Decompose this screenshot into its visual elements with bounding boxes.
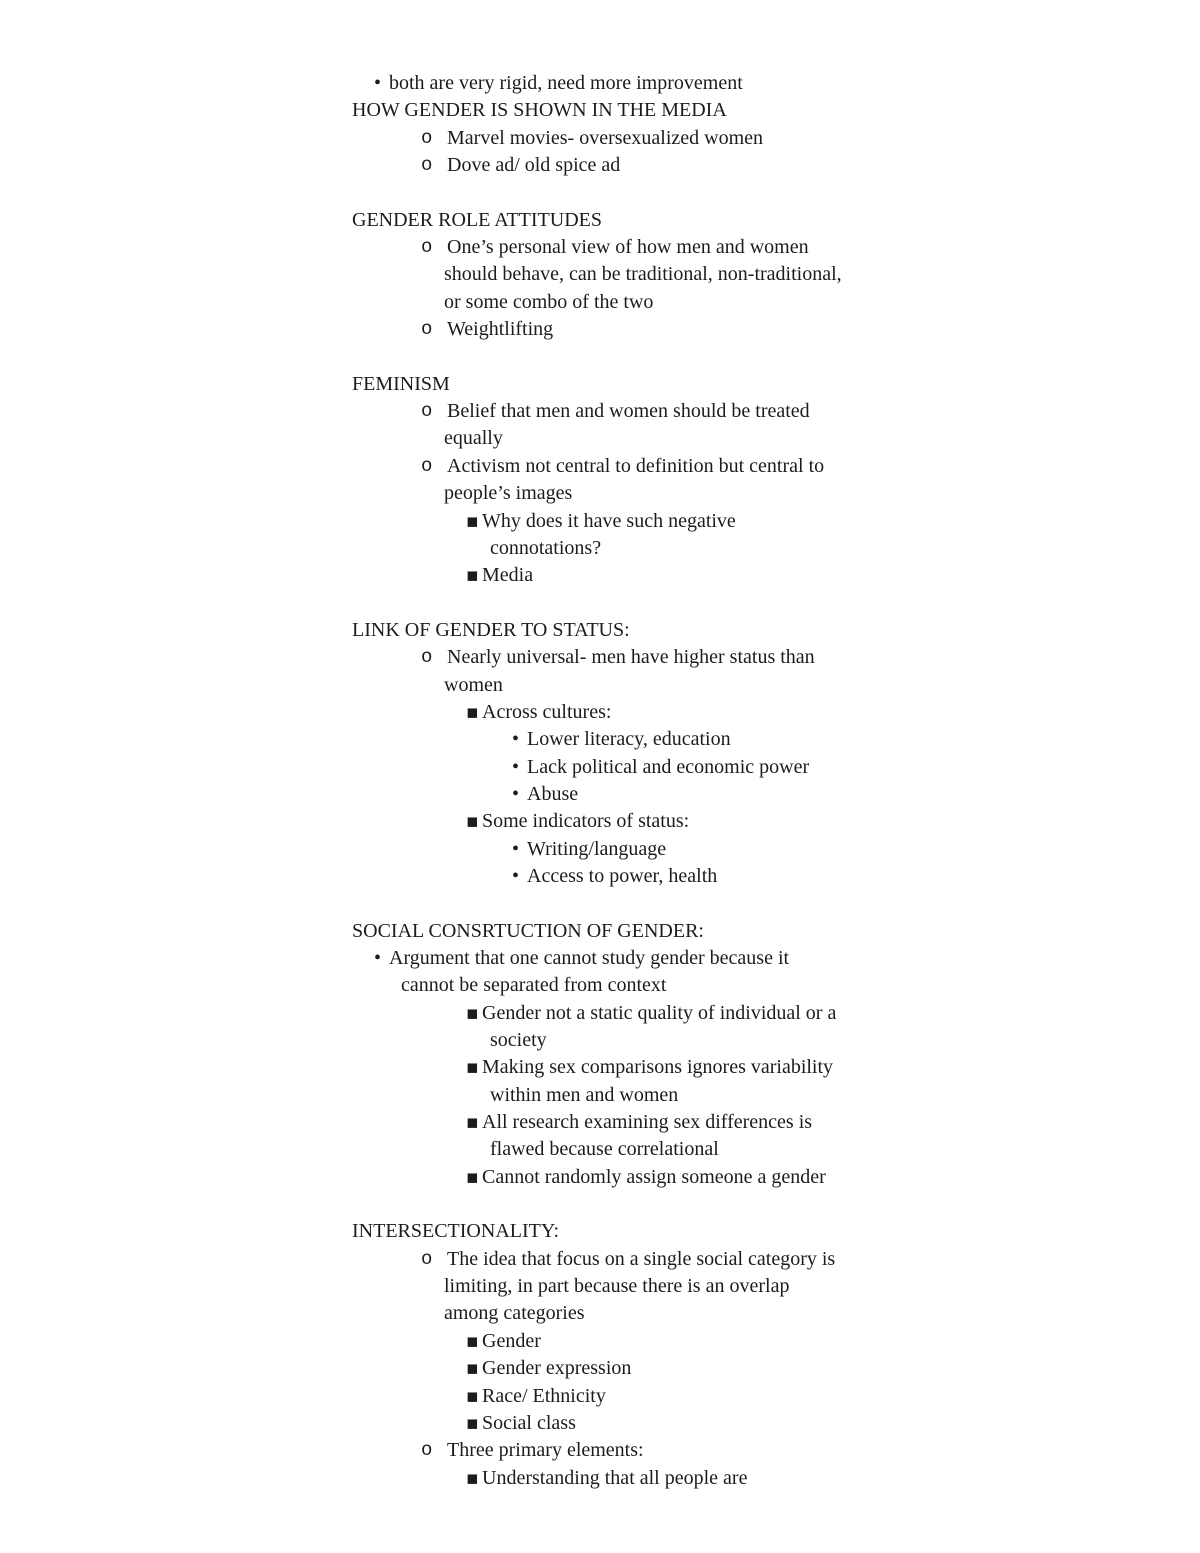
circle-bullet-icon: o bbox=[421, 318, 433, 341]
list-item bbox=[0, 1383, 1200, 1410]
square-bullet-icon: ▪ bbox=[466, 1466, 479, 1489]
blank-line bbox=[0, 1191, 1200, 1218]
list-item bbox=[0, 808, 1200, 835]
dot-bullet-icon: • bbox=[374, 947, 382, 969]
item-text: Writing/language bbox=[527, 837, 667, 860]
item-text: Gender expression bbox=[482, 1357, 632, 1380]
blank-line bbox=[0, 343, 1200, 370]
item-text: Abuse bbox=[527, 782, 579, 805]
heading-text: HOW GENDER IS SHOWN IN THE MEDIA bbox=[352, 99, 727, 122]
list-item bbox=[0, 316, 1200, 343]
list-item bbox=[0, 1164, 1200, 1191]
item-text: Three primary elements: bbox=[447, 1439, 644, 1462]
square-bullet-icon: ▪ bbox=[466, 1384, 479, 1407]
list-item bbox=[0, 1000, 1200, 1055]
item-text: The idea that focus on a single social category is limiting, in part because there is an overlap among categories bbox=[444, 1247, 836, 1325]
list-item bbox=[0, 1109, 1200, 1164]
item-text: Lack political and economic power bbox=[527, 755, 810, 778]
item-text: Nearly universal- men have higher status than women bbox=[444, 646, 815, 696]
item-text: Some indicators of status: bbox=[482, 810, 690, 833]
square-bullet-icon: ▪ bbox=[466, 509, 479, 532]
circle-bullet-icon: o bbox=[421, 154, 433, 177]
section-heading bbox=[0, 207, 1200, 234]
item-text: Across cultures: bbox=[482, 700, 612, 723]
dot-bullet-icon: • bbox=[512, 864, 520, 887]
item-text: Lower literacy, education bbox=[527, 728, 731, 751]
list-item bbox=[0, 152, 1200, 179]
heading-text: SOCIAL CONSRTUCTION OF GENDER: bbox=[352, 919, 704, 942]
blank-line bbox=[0, 179, 1200, 206]
circle-bullet-icon: o bbox=[421, 400, 433, 423]
item-text: Cannot randomly assign someone a gender bbox=[482, 1165, 826, 1188]
square-bullet-icon: ▪ bbox=[466, 1357, 479, 1380]
blank-line bbox=[0, 890, 1200, 917]
circle-bullet-icon: o bbox=[421, 1247, 433, 1270]
list-item bbox=[0, 453, 1200, 508]
list-item bbox=[0, 726, 1200, 753]
section-heading bbox=[0, 918, 1200, 945]
square-bullet-icon: ▪ bbox=[466, 564, 479, 587]
list-item bbox=[0, 1054, 1200, 1109]
dot-bullet-icon: • bbox=[512, 755, 520, 778]
item-text: Gender bbox=[482, 1329, 541, 1352]
section-heading bbox=[0, 371, 1200, 398]
list-item bbox=[0, 562, 1200, 589]
square-bullet-icon: ▪ bbox=[466, 1411, 479, 1434]
blank-line bbox=[0, 590, 1200, 617]
list-item bbox=[0, 644, 1200, 699]
item-text: One’s personal view of how men and women should behave, can be traditional, non-traditional, or some combo of the two bbox=[444, 236, 842, 313]
dot-bullet-icon: • bbox=[512, 782, 520, 805]
section-heading bbox=[0, 617, 1200, 644]
heading-text: GENDER ROLE ATTITUDES bbox=[352, 208, 602, 231]
list-item bbox=[0, 1328, 1200, 1355]
circle-bullet-icon: o bbox=[421, 1439, 433, 1462]
circle-bullet-icon: o bbox=[421, 126, 433, 149]
item-text: Gender not a static quality of individual or a society bbox=[482, 1001, 837, 1052]
list-item bbox=[0, 781, 1200, 808]
dot-bullet-icon: • bbox=[512, 728, 520, 751]
list-item bbox=[0, 863, 1200, 890]
item-text: Marvel movies- oversexualized women bbox=[447, 126, 764, 149]
item-text: Media bbox=[482, 564, 534, 587]
item-text: Why does it have such negative connotations? bbox=[482, 509, 736, 559]
list-item bbox=[0, 125, 1200, 152]
square-bullet-icon: ▪ bbox=[466, 1056, 479, 1079]
list-item bbox=[0, 699, 1200, 726]
square-bullet-icon: ▪ bbox=[466, 1329, 479, 1352]
item-text: Understanding that all people are bbox=[482, 1466, 748, 1489]
list-item bbox=[0, 754, 1200, 781]
list-item bbox=[0, 1437, 1200, 1464]
square-bullet-icon: ▪ bbox=[466, 700, 479, 723]
list-item bbox=[0, 836, 1200, 863]
list-item bbox=[0, 1465, 1200, 1492]
item-text: Belief that men and women should be treated equally bbox=[444, 400, 810, 450]
circle-bullet-icon: o bbox=[421, 236, 433, 259]
section-heading bbox=[0, 97, 1200, 124]
item-text: both are very rigid, need more improvement bbox=[389, 72, 743, 94]
square-bullet-icon: ▪ bbox=[466, 1111, 479, 1134]
item-text: Argument that one cannot study gender because it cannot be separated from context bbox=[389, 947, 790, 997]
dot-bullet-icon: • bbox=[512, 837, 520, 860]
item-text: All research examining sex differences is flawed because correlational bbox=[482, 1111, 813, 1161]
list-item bbox=[0, 70, 1200, 97]
heading-text: LINK OF GENDER TO STATUS: bbox=[352, 618, 630, 641]
item-text: Activism not central to definition but central to people’s images bbox=[444, 454, 825, 505]
heading-text: FEMINISM bbox=[352, 372, 450, 395]
section-heading bbox=[0, 1218, 1200, 1245]
item-text: Weightlifting bbox=[447, 318, 554, 341]
square-bullet-icon: ▪ bbox=[466, 1001, 479, 1024]
item-text: Dove ad/ old spice ad bbox=[447, 154, 621, 177]
list-item bbox=[0, 1355, 1200, 1382]
dot-bullet-icon: • bbox=[374, 72, 382, 94]
list-item bbox=[0, 1410, 1200, 1437]
square-bullet-icon: ▪ bbox=[466, 1165, 479, 1188]
list-item bbox=[0, 945, 1200, 1000]
circle-bullet-icon: o bbox=[421, 646, 433, 669]
item-text: Social class bbox=[482, 1411, 576, 1434]
list-item bbox=[0, 1246, 1200, 1328]
list-item bbox=[0, 398, 1200, 453]
item-text: Race/ Ethnicity bbox=[482, 1384, 606, 1407]
circle-bullet-icon: o bbox=[421, 454, 433, 477]
list-item bbox=[0, 508, 1200, 563]
item-text: Making sex comparisons ignores variability within men and women bbox=[482, 1056, 834, 1106]
square-bullet-icon: ▪ bbox=[466, 810, 479, 833]
heading-text: INTERSECTIONALITY: bbox=[352, 1220, 560, 1243]
item-text: Access to power, health bbox=[527, 864, 718, 887]
list-item bbox=[0, 234, 1200, 316]
